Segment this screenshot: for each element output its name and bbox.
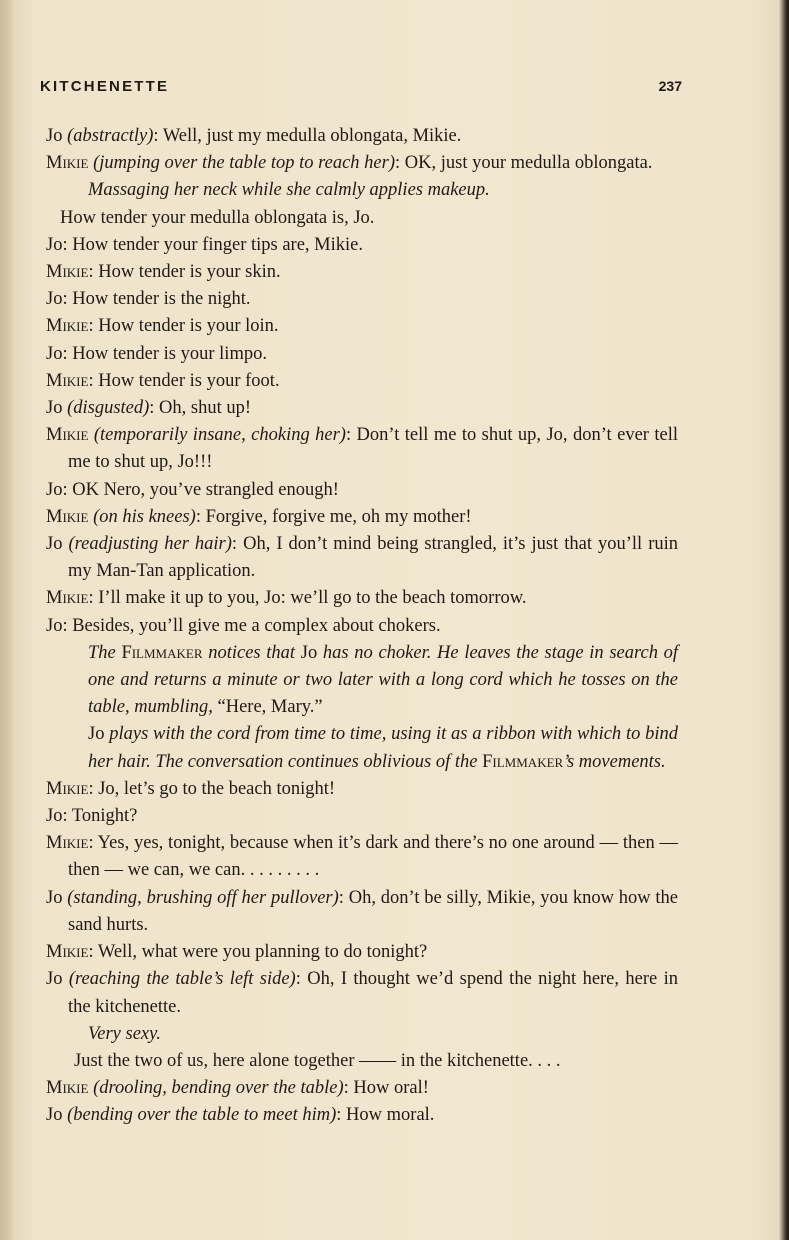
page-number: 237 [658, 78, 682, 94]
dialogue-line: Jo (standing, brushing off her pullover): Oh, don’t be silly, Mikie, you know how the sand hurts. [46, 887, 679, 935]
stage-direction: Very sexy. [88, 1023, 161, 1044]
dialogue-line: Mikie (drooling, bending over the table): How oral! [46, 1078, 429, 1099]
dialogue-line: Mikie: How tender is your foot. [46, 370, 280, 391]
dialogue-line: Mikie (on his knees): Forgive, forgive me, oh my mother! [46, 506, 472, 527]
dialogue-line: Mikie: Well, what were you planning to do tonight? [46, 942, 428, 963]
page-header [40, 78, 682, 100]
dialogue-line: Jo (reaching the table’s left side): Oh, I thought we’d spend the night here, here in the kitchenette. [46, 969, 678, 1017]
dialogue-line: Jo (bending over the table to meet him): How moral. [46, 1105, 435, 1126]
page-gutter-shadow [0, 0, 14, 1240]
page-edge-shadow [779, 0, 789, 1240]
running-head: KITCHENETTE [40, 78, 170, 95]
dialogue-line: Mikie: How tender is your loin. [46, 316, 279, 337]
dialogue-line: Jo: Besides, you’ll give me a complex about chokers. [46, 615, 441, 636]
dialogue-line: Mikie: How tender is your skin. [46, 262, 281, 283]
dialogue-line: Jo (readjusting her hair): Oh, I don’t mind being strangled, it’s just that you’ll ruin my Man-Tan application. [46, 534, 678, 582]
dialogue-line: Mikie (temporarily insane, choking her): Don’t tell me to shut up, Jo, don’t ever tell me to shut up, Jo!!! [46, 425, 679, 473]
dialogue-line: Jo: OK Nero, you’ve strangled enough! [46, 479, 339, 500]
dialogue-line: Mikie: I’ll make it up to you, Jo: we’ll go to the beach tomorrow. [46, 588, 527, 609]
dialogue-line: Jo: How tender is the night. [46, 289, 251, 310]
stage-direction: Jo plays with the cord from time to time, using it as a ribbon with which to bind her hair. The conversation continues oblivious of the Filmmaker’s movements. [88, 724, 679, 772]
script-text [46, 123, 678, 1130]
dialogue-line: Mikie (jumping over the table top to reach her): OK, just your medulla oblongata. [46, 153, 653, 174]
dialogue-continuation: Just the two of us, here alone together —— in the kitchenette. . . . [74, 1050, 561, 1071]
dialogue-line: Mikie: Jo, let’s go to the beach tonight! [46, 778, 336, 799]
dialogue-line: Jo (abstractly): Well, just my medulla oblongata, Mikie. [46, 126, 462, 146]
stage-direction: Massaging her neck while she calmly applies makeup. [88, 180, 490, 201]
dialogue-line: Jo: How tender is your limpo. [46, 343, 267, 364]
dialogue-line: Jo: Tonight? [46, 806, 138, 827]
dialogue-line: Jo (disgusted): Oh, shut up! [46, 398, 252, 419]
stage-direction: The Filmmaker notices that Jo has no choker. He leaves the stage in search of one and returns a minute or two later with a long cord which he tosses on the table, mumbling, “Here, Mary.” [88, 642, 679, 718]
dialogue-line: Jo: How tender your finger tips are, Mikie. [46, 234, 363, 255]
dialogue-continuation: How tender your medulla oblongata is, Jo. [60, 207, 375, 228]
dialogue-line: Mikie: Yes, yes, tonight, because when it’s dark and there’s no one around — then — then — we can, we can. . . . . . . . . [46, 833, 678, 881]
